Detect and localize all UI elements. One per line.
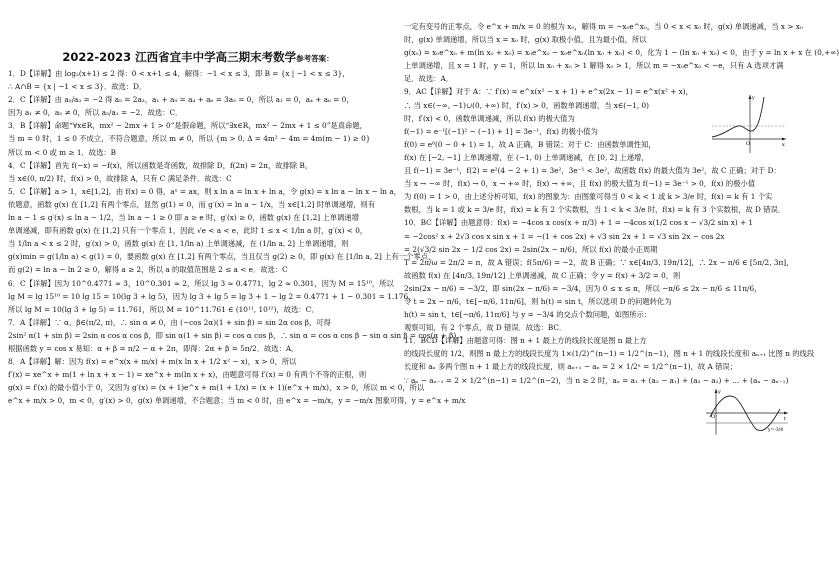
answer-line: 且 f(−1) = 3e⁻¹，f(2) = e²(4 − 2 + 1) = 3e²，3e⁻¹ < 3e²，故函数 f(x) 的最大值为 3e²，故 C 正确；对于 D： [404, 166, 781, 176]
answer-line: 令 t = 2x − π/6，t∈[−π/6, 11π/6]，则 h(t) = sin t，所以选项 D 的问题转化为 [404, 296, 672, 306]
answer-line: 时，g(x) 单调递增，所以当 x = x₀ 时，g(x) 取极小值，且为最小值，所以 [404, 35, 647, 45]
answer-line: 足．故选：A． [404, 74, 454, 84]
answer-line: T = 2π/ω = 2π/2 = π，故 A 错误；f(5π/6) = −2，故 B 正确；∵ x∈[4π/3, 19π/12]，∴ 2x − π/6 ∈ [5π/2, 3π]， [404, 257, 794, 267]
answer-line: 故函数 f(x) 在 [4π/3, 19π/12] 上单调递减，故 C 正确；令 y = f(x) + 3/2 = 0，则 [404, 270, 681, 280]
answer-line: g(x) = f′(x) 的最小值小于 0，又因为 g′(x) = (x + 1)e^x + m(1 + 1/x) = (x + 1)(e^x + m/x)，x > 0，所以 m < 0，所以 [8, 383, 425, 393]
answer-line: = −2cos² x + 2√3 cos x sin x + 1 = −(1 + cos 2x) + √3 sin 2x + 1 = √3 sin 2x − cos 2x [404, 231, 725, 241]
answer-line: 2．C【详解】由 a₅/a₃ = −2 得 a₅ = 2a₃，a₁ + a₉ = a₄ + a₆ = 3a₅ = 0，所以 a₁ = 0，a₄ + a₆ = 0， [8, 95, 354, 105]
answer-line: 时，f′(x) < 0，函数单调递减，所以 f(x) 的极大值为 [404, 113, 575, 123]
answer-line: ∴ A∩B = {x | −1 < x ≤ 3}．故选：D． [8, 82, 147, 92]
document-header [8, 46, 388, 65]
answer-line: 当 m = 0 时，1 ≤ 0 不成立，不符合题意，所以 m ≠ 0，所以 {m > 0, Δ = 4m² − 4m = 4m(m − 1) ≥ 0} [8, 134, 371, 144]
answer-line: 所以 m < 0 或 m ≥ 1．故选：B [8, 147, 117, 157]
answer-line: 8．A【详解】解：因为 f(x) = e^x(x + m/x) + m(x ln x + 1/2 x² − x)，x > 0，所以 [8, 357, 297, 367]
answer-line: 1．D【详解】由 log₂(x+1) ≤ 2 得：0 < x+1 ≤ 4，解得：−1 < x ≤ 3，即 B = {x | −1 < x ≤ 3}， [8, 69, 350, 78]
sine-curve-graph-icon [704, 387, 790, 437]
answer-line: 根据函数 y = cos x 易知：α + β = π/2 − α + 2π，即得：2α + β = 5π/2．故选：A． [8, 343, 299, 353]
svg-text:O: O [711, 414, 716, 420]
answer-line: f(0) = e⁰(0 − 0 + 1) = 1，故 A 正确，B 错误；对于 C：由函数单调性知， [404, 139, 656, 149]
page-subtitle: 参考答案： [296, 54, 334, 63]
answer-line: 11．BCD【详解】由题意可得：图 n + 1 最上方的线段长度是图 n 最上方 [404, 336, 647, 346]
answer-line: e^x + m/x > 0，m < 0，g′(x) > 0，g(x) 单调递增，不合题意；当 m < 0 时，由 e^x = −m/x，y = −m/x 图象可得，y = e^x + m/x [8, 396, 466, 406]
answer-line: 所以 lg M = 10(lg 3 + lg 5) = 11.761，所以 M = 10^11.761 ∈ (10¹¹, 10¹²)，故选：C． [8, 304, 319, 314]
answer-line: 7．A【详解】∵ α，β∈(π/2, π)，∴ sin α ≠ 0，由 (−cos 2α)(1 + sin β) = sin 2α cos β，可得 [8, 317, 331, 327]
answer-line: 3．B【详解】命题“∀x∈R，mx² − 2mx + 1 > 0”是假命题，所以“∃x∈R，mx² − 2mx + 1 ≤ 0”是真命题， [8, 121, 367, 131]
answer-line: 长度和 aₙ 多两个图 n + 1 最上方的线段长度，则 aₙ₊₁ − aₙ = 2 × 1/2ⁿ = 1/2^(n−1)，故 A 错误； [404, 362, 737, 372]
svg-text:x: x [782, 142, 785, 148]
answer-line: 10．BC【详解】由题意得：f(x) = −4cos x cos(x + π/3) + 1 = −4cos x(1/2 cos x − √3/2 sin x) + 1 [404, 218, 754, 228]
answer-line: 当 1/ln a < x ≤ 2 时，g′(x) > 0，函数 g(x) 在 [1, 1/ln a) 上单调递减，在 (1/ln a, 2] 上单调递增，则 [8, 239, 349, 249]
answer-line: 一定有变号的正零点，令 e^x + m/x = 0 的根为 x₀，解得 m = −x₀e^x₀，当 0 < x < x₀ 时，g(x) 单调递减，当 x > x₀ [404, 22, 803, 31]
answer-line: h(t) = sin t，t∈[−π/6, 11π/6] 与 y = −3/4 的交点个数问题，如图所示： [404, 310, 652, 320]
svg-text:t: t [784, 416, 787, 422]
answer-line: 为 f(0) = 1 > 0，由上述分析可知，f(x) 的图象为：由图象可得当 0 < k < 1 或 k > 3/e 时，f(x) = k 有 1 个实 [404, 192, 773, 202]
answer-line: = 2(√3/2 sin 2x − 1/2 cos 2x) = 2sin(2x − π/6)，所以 f(x) 的最小正周期 [404, 244, 658, 254]
answer-line: 上单调递增，且 x = 1 时，y = 1，所以 ln x₀ + x₀ > 1 解得 x₀ > 1，所以 m = −x₀e^x₀ < −e，只有 A 选项才满 [404, 61, 784, 71]
function-graph-10 [704, 387, 790, 437]
exp-curve-graph-icon [710, 93, 788, 155]
answer-line: 单调递减，即有函数 g(x) 在 [1,2] 只有一个零点 1，因此 √e < a < e，此时 1 ≤ x < 1/ln a 时，g′(x) < 0， [8, 226, 368, 236]
answer-line: 而 g(2) = ln a − ln 2 ≥ 0，解得 a ≥ 2，所以 a 的取值范围是 2 ≤ a < e．故选：C [8, 265, 288, 275]
answer-line: f(x) 在 [−2, −1] 上单调递增，在 (−1, 0) 上单调递减，在 [0, 2] 上递增， [404, 152, 649, 162]
answer-line: 当 x → −∞ 时，f(x) → 0，x → +∞ 时，f(x) → +∞，且 f(x) 的极大值为 f(−1) = 3e⁻¹ > 0，f(x) 的极小值 [404, 179, 756, 189]
right-answer-lines [404, 20, 839, 387]
answer-line: f(−1) = e⁻¹[(−1)² − (−1) + 1] = 3e⁻¹，f(x) 的极小值为 [404, 126, 598, 136]
svg-text:y: y [752, 95, 755, 101]
answer-line: 数根，当 k = 1 或 k = 3/e 时，f(x) = k 有 2 个实数根，当 1 < k < 3/e 时，f(x) = k 有 3 个实数根，故 D 错误． [404, 205, 786, 215]
answer-line: 6．C【详解】因为 10^0.4771 ≈ 3，10^0.301 ≈ 2，所以 lg 3 ≈ 0.4771，lg 2 ≈ 0.301，因为 M = 15¹⁰，所以 [8, 278, 394, 288]
answer-line: 的线段长度的 1/2，则图 n 最上方的线段长度为 1×(1/2)^(n−1) = 1/2^(n−1)，图 n + 1 的线段长度和 aₙ₊₁ 比图 n 的线段 [404, 349, 815, 359]
answer-line: ∴ 当 x∈(−∞, −1)∪(0, +∞) 时，f′(x) > 0，函数单调递增，当 x∈(−1, 0) [404, 100, 650, 110]
answer-line: 5．C【详解】a > 1，x∈[1,2]，由 f(x) = 0 得，aˣ = ax，则 x ln a = ln x + ln a，令 g(x) = x ln a − ln x − ln a， [8, 186, 401, 196]
right-column [404, 0, 839, 562]
answer-line: ∵ aₙ − aₙ₋₁ = 2 × 1/2^(n−1) = 1/2^(n−2)，当 n ≥ 2 时，aₙ = a₁ + (a₂ − a₁) + (a₃ − a₂) + … + (aₙ − aₙ₋₁) [404, 375, 789, 385]
answer-line: g(x₀) = x₀e^x₀ + m(ln x₀ + x₀) = x₀e^x₀ − x₀e^x₀(ln x₀ + x₀) < 0，化为 1 − (ln x₀ + x₀) < 0，由于 y = ln x + x 在 (0,+∞) [404, 48, 839, 58]
answer-line: 4．C【详解】首先 f(−x) = −f(x)，所以函数是奇函数，故排除 D，f(2π) = 2π，故排除 B， [8, 160, 313, 170]
answer-line: 2sin² α(1 + sin β) = 2sin α cos α cos β，即 sin α(1 + sin β) = cos α cos β，∴ sin α = cos α cos β − sin α sin β = cos(α + β)， [8, 330, 464, 340]
answer-line: 当 x∈(0, π/2) 时，f(x) > 0，故排除 A，只有 C 满足条件．故选：C [8, 173, 232, 183]
svg-text:y=-3/4: y=-3/4 [768, 428, 784, 433]
answer-line: lg M = lg 15¹⁰ = 10 lg 15 = 10(lg 3 + lg 5)，因为 lg 3 + lg 5 = lg 3 + 1 − lg 2 = 0.4771 + 1 − 0.301 = 1.176， [8, 291, 416, 301]
function-graph-9 [710, 93, 788, 155]
answer-line: f′(x) = xe^x + m(1 + ln x + x − 1) = xe^x + m(ln x + x)，由题意可得 f′(x) = 0 有两个不等的正根，则 [8, 370, 367, 380]
answer-line: 2sin(2x − π/6) = −3/2，即 sin(2x − π/6) = −3/4，因为 0 ≤ x ≤ π，所以 −π/6 ≤ 2x − π/6 ≤ 11π/6， [404, 283, 762, 293]
answer-line: 观察可知，有 2 个零点，故 D 错误．故选：BC． [404, 323, 567, 333]
answer-line: 依题意，函数 g(x) 在 [1,2] 有两个零点，显然 g(1) = 0，而 g′(x) = ln a − 1/x，当 x∈[1,2] 时单调递增，则有 [8, 199, 376, 209]
page-title: 2022-2023 江西省宜丰中学高三期末考数学 [62, 50, 297, 64]
answer-line: g(x)min = g(1/ln a) < g(1) = 0，要函数 g(x) 在 [1,2] 有两个零点，当且仅当 g(2) ≥ 0，即 g(x) 在 [1/ln a, 2] 上有一个零点， [8, 252, 436, 262]
answer-line: ln a − 1 ≤ g′(x) ≤ ln a − 1/2，当 ln a − 1 ≥ 0 即 a ≥ e 时，g′(x) ≥ 0，函数 g(x) 在 [1,2] 上单调递增 [8, 213, 359, 223]
answer-line: 9．AC【详解】对于 A：∵ f′(x) = e^x(x² − x + 1) + e^x(2x − 1) = e^x(x² + x)， [404, 87, 693, 97]
answer-line: 因为 a₁ ≠ 0，a₅ ≠ 0，所以 a₅/a₁ = −2．故选：C． [8, 108, 183, 118]
svg-text:y: y [718, 389, 721, 395]
svg-text:O: O [746, 141, 751, 147]
